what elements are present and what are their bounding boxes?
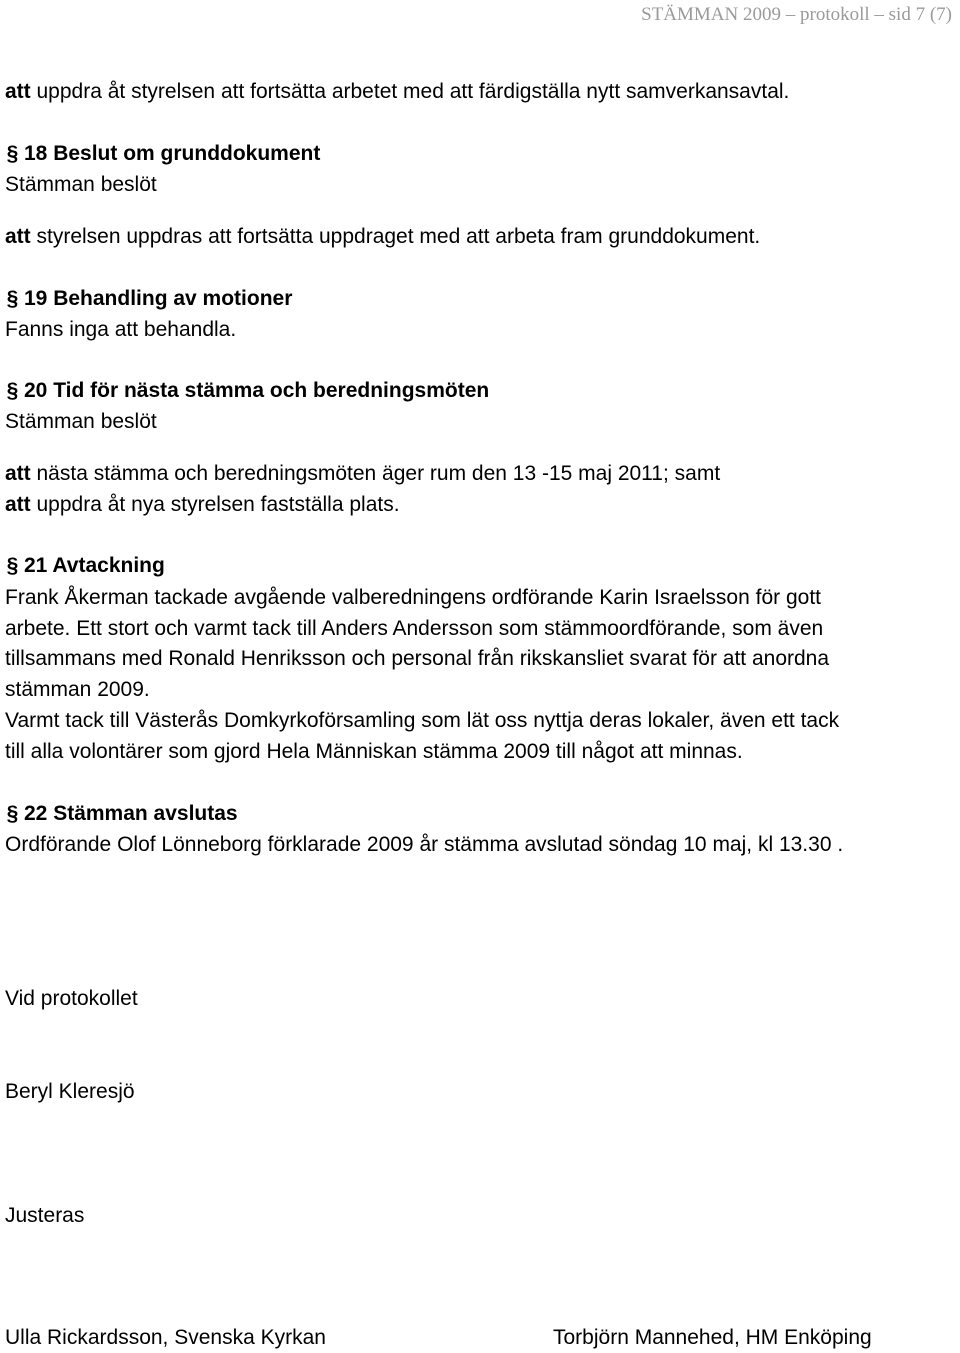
section-symbol: §	[6, 287, 19, 310]
section-21-heading	[5, 552, 165, 580]
section-18-decision	[5, 223, 760, 251]
section-21-title: 21 Avtackning	[24, 554, 165, 577]
section-20-heading	[5, 377, 489, 405]
section-22-heading	[5, 800, 238, 828]
att-keyword: att	[5, 225, 31, 248]
section-symbol: §	[6, 554, 19, 577]
section-21-line: Varmt tack till Västerås Domkyrkoförsamling som lät oss nyttja deras lokaler, även ett tack	[5, 709, 840, 732]
decision-text: styrelsen uppdras att fortsätta uppdraget med att arbeta fram grunddokument.	[30, 225, 761, 248]
section-22-text: Ordförande Olof Lönneborg förklarade 2009 år stämma avslutad söndag 10 maj, kl 13.30 .	[5, 833, 844, 856]
section-symbol: §	[6, 142, 19, 165]
secretary-name: Beryl Kleresjö	[5, 1080, 135, 1103]
section-19-heading	[5, 285, 292, 313]
decision-text: nästa stämma och beredningsmöten äger rum den 13 -15 maj 2011; samt	[30, 462, 721, 485]
section-symbol: §	[6, 379, 19, 402]
section-20-decision-2	[5, 491, 400, 519]
adjuster-right-name: Torbjörn Mannehed, HM Enköping	[553, 1326, 872, 1349]
intro-decision	[5, 78, 789, 106]
att-keyword: att	[5, 462, 31, 485]
page-header: STÄMMAN 2009 – protokoll – sid 7 (7)	[641, 4, 952, 25]
section-20-decision-1	[5, 460, 720, 488]
justeras-label: Justeras	[5, 1204, 85, 1227]
section-21-line: Frank Åkerman tackade avgående valberedningens ordförande Karin Israelsson för gott	[5, 586, 821, 609]
decision-text: uppdra åt styrelsen att fortsätta arbetet med att färdigställa nytt samverkansavtal.	[30, 80, 790, 103]
section-21-line: tillsammans med Ronald Henriksson och personal från rikskansliet svarat för att anordna	[5, 647, 830, 670]
section-18-heading	[5, 140, 320, 168]
section-22-title: 22 Stämman avslutas	[24, 802, 238, 825]
decision-text: uppdra åt nya styrelsen fastställa plats.	[30, 493, 400, 516]
section-18-title: 18 Beslut om grunddokument	[24, 142, 321, 165]
adjuster-left-name: Ulla Rickardsson, Svenska Kyrkan	[5, 1326, 326, 1349]
section-19-text: Fanns inga att behandla.	[5, 318, 237, 341]
section-symbol: §	[6, 802, 19, 825]
section-21-line: till alla volontärer som gjord Hela Människan stämma 2009 till något att minnas.	[5, 740, 743, 763]
section-20-text: Stämman beslöt	[5, 410, 157, 433]
section-18-text: Stämman beslöt	[5, 173, 157, 196]
section-20-title: 20 Tid för nästa stämma och beredningsmöten	[24, 379, 490, 402]
att-keyword: att	[5, 493, 31, 516]
section-21-line: arbete. Ett stort och varmt tack till Anders Andersson som stämmoordförande, som även	[5, 617, 824, 640]
att-keyword: att	[5, 80, 31, 103]
section-19-title: 19 Behandling av motioner	[24, 287, 293, 310]
section-21-line: stämman 2009.	[5, 678, 150, 701]
vid-protokollet-label: Vid protokollet	[5, 987, 138, 1010]
